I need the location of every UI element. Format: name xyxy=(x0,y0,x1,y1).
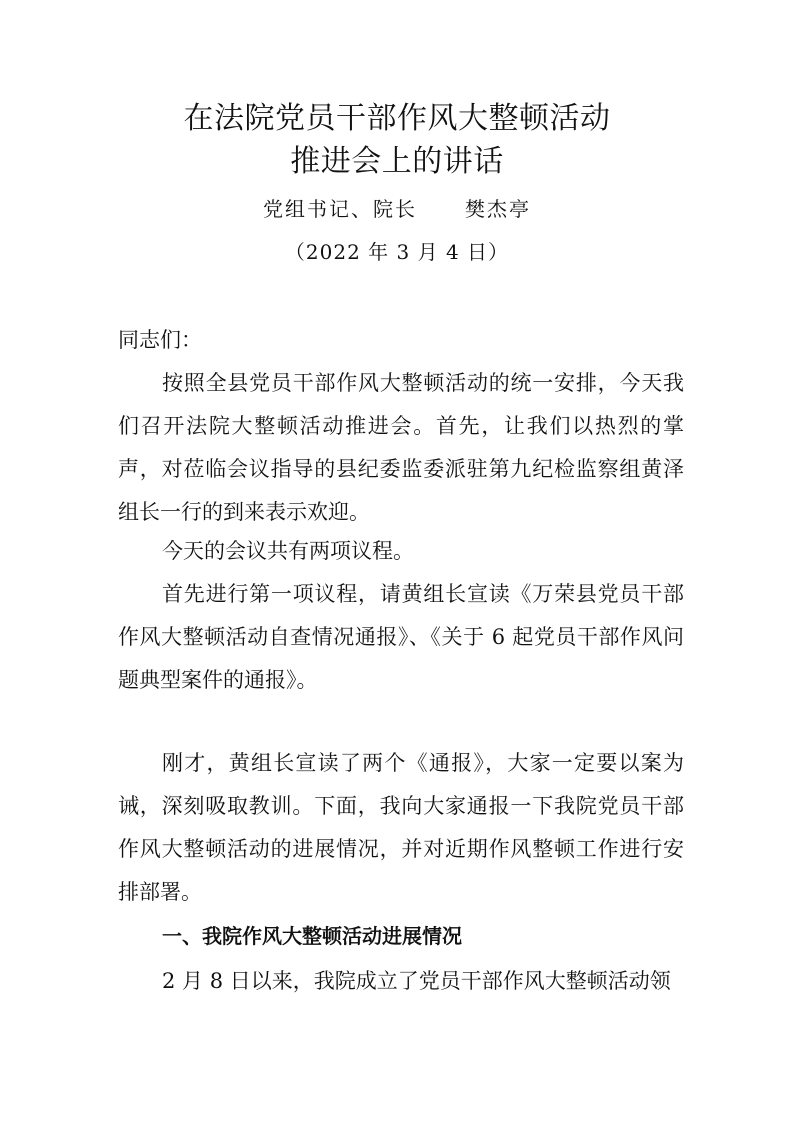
speech-date: （2022 年 3 月 4 日） xyxy=(284,240,510,264)
salutation-text: 同志们： xyxy=(118,328,202,352)
salutation xyxy=(118,319,684,362)
paragraph-text: 刚才，黄组长宣读了两个《通报》，大家一定要以案为诫，深刻吸取教训。下面，我向大家通报一下我院党员干部作风大整顿活动的进展情况，并对近期作风整顿工作进行安排部署。 xyxy=(118,751,684,904)
document-title-line-1: 在法院党员干部作风大整顿活动 xyxy=(183,101,611,136)
paragraph-first-item xyxy=(118,573,684,702)
paragraph-notification xyxy=(118,742,684,914)
speaker-byline xyxy=(0,195,794,223)
section-heading-text: 一、我院作风大整顿活动进展情况 xyxy=(162,924,462,948)
paragraph-welcome xyxy=(118,362,684,534)
paragraph-agenda xyxy=(118,530,684,573)
paragraph-section-1 xyxy=(118,960,684,1003)
paragraph-text: 首先进行第一项议程，请黄组长宣读《万荣县党员干部作风大整顿活动自查情况通报》、《关于 6 起党员干部作风问题典型案件的通报》。 xyxy=(118,582,684,692)
section-heading xyxy=(118,915,684,958)
paragraph-text: 今天的会议共有两项议程。 xyxy=(162,539,414,563)
document-title-line-2: 推进会上的讲话 xyxy=(290,144,504,179)
paragraph-text: 2 月 8 日以来，我院成立了党员干部作风大整顿活动领 xyxy=(162,969,671,993)
speaker-role: 党组书记、院长 xyxy=(263,197,417,221)
speaker-name: 樊杰亭 xyxy=(465,197,531,221)
paragraph-text: 按照全县党员干部作风大整顿活动的统一安排，今天我们召开法院大整顿活动推进会。首先，让我们以热烈的掌声，对莅临会议指导的县纪委监委派驻第九纪检监察组黄泽组长一行的到来表示欢迎。 xyxy=(118,371,684,524)
